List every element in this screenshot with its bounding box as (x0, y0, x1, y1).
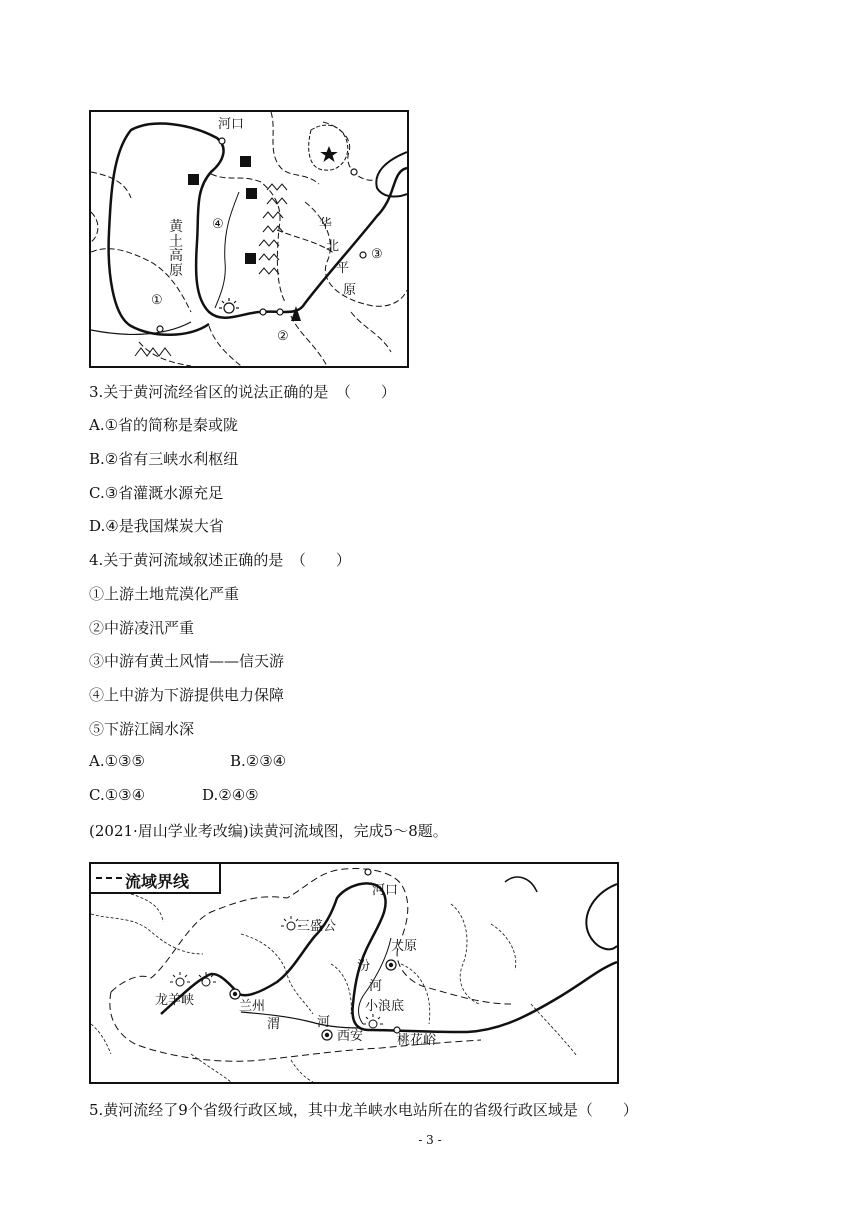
map2-label-wei: 渭 (267, 1017, 281, 1032)
map2-label-longyangxia: 龙羊峡 (155, 993, 195, 1008)
map2-label-wei-he: 河 (317, 1015, 331, 1030)
map2-label-taiyuan: 太原 (391, 939, 418, 954)
question-4-item-1: ①上游土地荒漠化严重 (89, 585, 240, 603)
map1-label-num1: ① (151, 293, 163, 308)
map2-label-hekou: 河口 (372, 883, 399, 898)
page-number: - 3 - (418, 1133, 442, 1147)
map1-label-num3: ③ (371, 247, 383, 262)
map2-label-fen: 汾 (357, 959, 371, 974)
map1-label-ping: 平 (336, 261, 350, 276)
question-4-item-2: ②中游凌汛严重 (89, 619, 195, 637)
question-3-option-d: D.④是我国煤炭大省 (89, 517, 224, 535)
question-3-option-c: C.③省灌溉水源充足 (89, 484, 224, 502)
question-3-option-b: B.②省有三峡水利枢纽 (89, 450, 239, 468)
map2-label-sanshenggong: 三盛公 (297, 919, 337, 934)
map1-label-hua: 华 (319, 217, 333, 232)
map2-drawing (91, 864, 617, 1082)
map1-label-yuan: 原 (343, 283, 357, 298)
question-4-option-a: A.①③⑤ (89, 752, 145, 770)
yellow-river-basin-map (89, 862, 619, 1084)
map1-label-hekou: 河口 (218, 117, 245, 132)
map1-label-loess-plateau: 黄土高原 (169, 219, 183, 280)
question-4-item-5: ⑤下游江阔水深 (89, 720, 195, 738)
map2-label-xiaolangdi: 小浪底 (365, 999, 405, 1014)
question-4-option-d: D.②④⑤ (202, 786, 259, 804)
question-4-stem: 4.关于黄河流域叙述正确的是 （ ） (89, 551, 351, 569)
question-4-option-b: B.②③④ (230, 752, 287, 770)
map2-label-xian: 西安 (337, 1029, 364, 1044)
question-3-stem: 3.关于黄河流经省区的说法正确的是 （ ） (89, 383, 396, 401)
map2-label-taohuayu: 桃花峪 (397, 1033, 437, 1048)
legend (91, 864, 221, 894)
yellow-river-map-1 (89, 110, 409, 368)
question-4-item-4: ④上中游为下游提供电力保障 (89, 686, 285, 704)
map1-label-bei: 北 (326, 239, 340, 254)
map2-label-fen-he: 河 (369, 979, 383, 994)
map1-drawing (91, 112, 407, 366)
section-intro: (2021·眉山学业考改编)读黄河流域图，完成5～8题。 (89, 822, 448, 840)
question-4-option-c: C.①③④ (89, 786, 146, 804)
question-5-stem: 5.黄河流经了9个省级行政区域，其中龙羊峡水电站所在的省级行政区域是（ ） (89, 1101, 638, 1119)
map1-label-num4: ④ (212, 217, 224, 232)
question-4-item-3: ③中游有黄土风情——信天游 (89, 652, 285, 670)
legend-label: 流域界线 (125, 872, 190, 891)
map2-label-lanzhou: 兰州 (239, 999, 266, 1014)
legend-dash-icon (96, 877, 122, 879)
map1-label-num2: ② (277, 329, 289, 344)
question-3-option-a: A.①省的简称是秦或陇 (89, 416, 239, 434)
